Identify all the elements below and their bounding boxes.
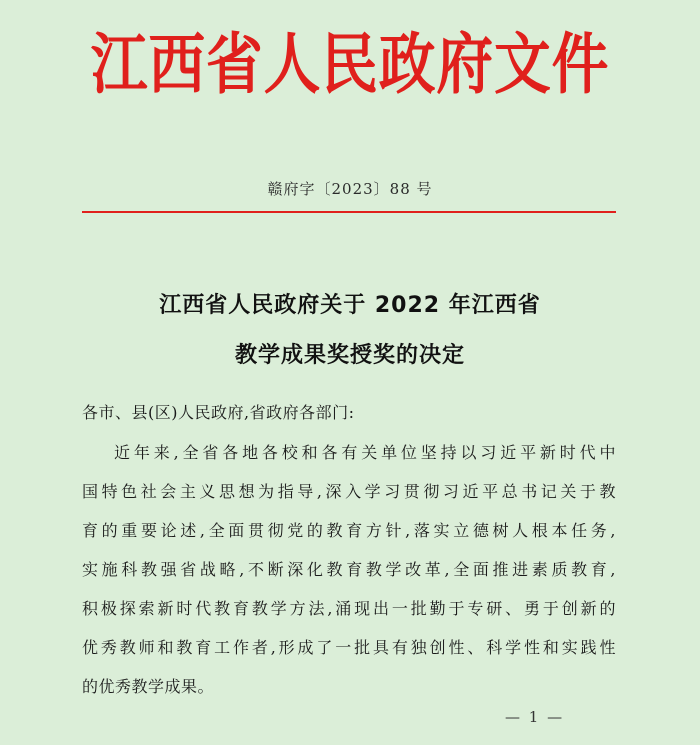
page-number: — 1 —	[505, 708, 565, 726]
body-line-1: 近年来,全省各地各校和各有关单位坚持以习近平新时代中	[114, 443, 616, 462]
document-title-line-1: 江西省人民政府关于 2022 年江西省	[159, 293, 541, 318]
body-line-2: 国特色社会主义思想为指导,深入学习贯彻习近平总书记关于教	[82, 482, 616, 501]
body-line-3: 育的重要论述,全面贯彻党的教育方针,落实立德树人根本任务,	[82, 521, 616, 540]
document-number: 赣府字〔2023〕88 号	[267, 180, 433, 198]
red-divider-line	[82, 211, 616, 213]
document-title-line-2: 教学成果奖授奖的决定	[234, 343, 465, 368]
masthead-title: 江西省人民政府文件	[90, 26, 610, 103]
body-line-4: 实施科教强省战略,不断深化教育教学改革,全面推进素质教育,	[82, 560, 616, 579]
salutation: 各市、县(区)人民政府,省政府各部门:	[82, 403, 355, 422]
body-line-5: 积极探索新时代教育教学方法,涌现出一批勤于专研、勇于创新的	[82, 599, 616, 618]
body-line-7: 的优秀教学成果。	[82, 677, 215, 696]
body-line-6: 优秀教师和教育工作者,形成了一批具有独创性、科学性和实践性	[82, 638, 616, 657]
